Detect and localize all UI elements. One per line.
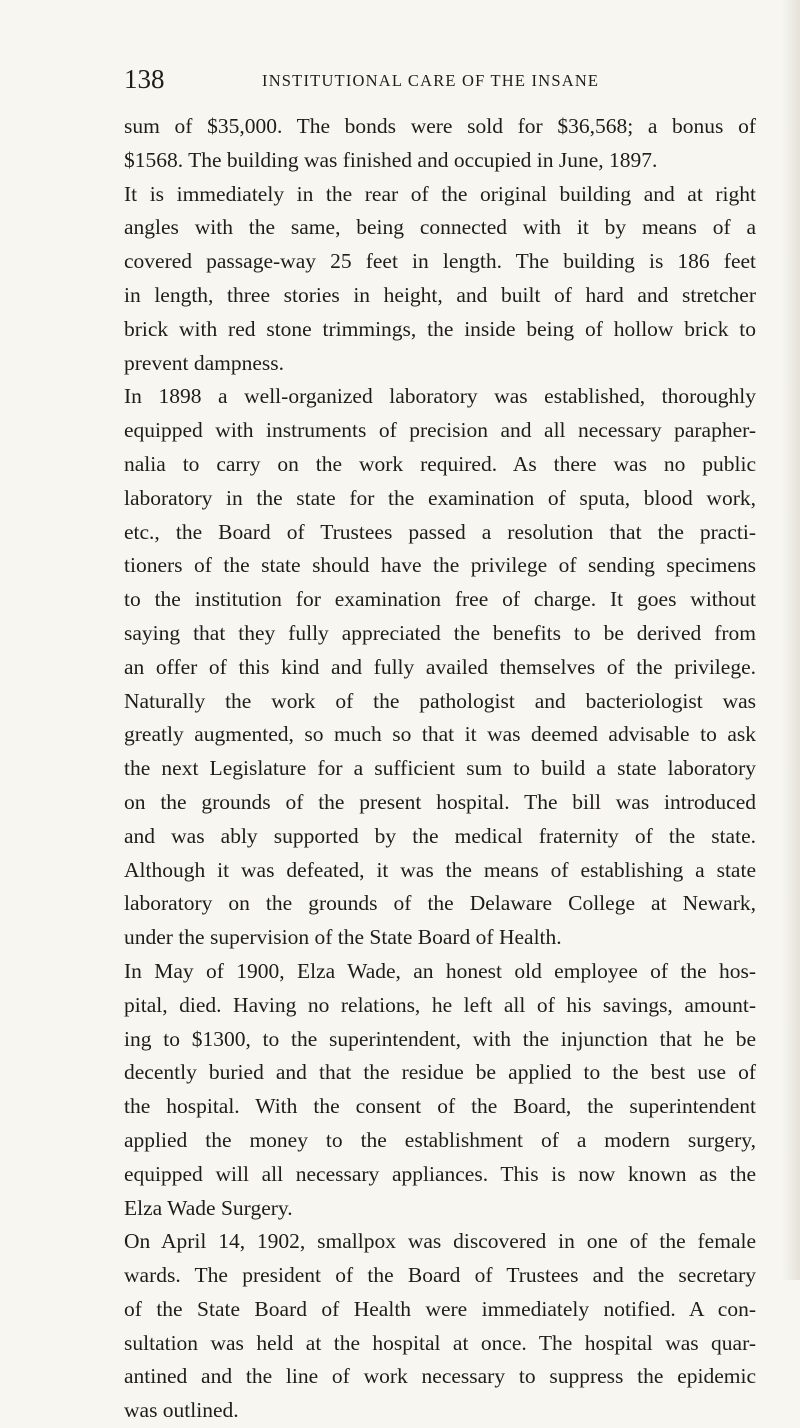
- text-line: in length, three stories in height, and built of hard and stretcher: [124, 282, 756, 307]
- text-line: tioners of the state should have the privilege of sending specimens: [124, 553, 756, 578]
- page-header: [124, 64, 754, 96]
- text-line: the next Legislature for a sufficient sum to build a state laboratory: [124, 756, 756, 781]
- text-line: sum of $35,000. The bonds were sold for $36,568; a bonus of: [124, 114, 756, 138]
- text-line: nalia to carry on the work required. As there was no public: [124, 451, 756, 476]
- text-line: $1568. The building was finished and occupied in June, 1897.: [124, 147, 658, 172]
- page-edge-shadow: [782, 0, 800, 1280]
- text-line: In 1898 a well-organized laboratory was established, thoroughly: [124, 384, 756, 409]
- text-line: to the institution for examination free of charge. It goes without: [124, 587, 756, 612]
- text-line: On April 14, 1902, smallpox was discovered in one of the female: [124, 1229, 756, 1254]
- text-line: covered passage-way 25 feet in length. The building is 186 feet: [124, 249, 756, 274]
- text-line: equipped will all necessary appliances. This is now known as the: [124, 1161, 756, 1186]
- text-line: Naturally the work of the pathologist and bacteriologist was: [124, 688, 756, 713]
- text-line: Elza Wade Surgery.: [124, 1195, 293, 1220]
- text-line: prevent dampness.: [124, 350, 285, 375]
- text-line: Although it was defeated, it was the means of establishing a state: [124, 857, 756, 882]
- text-line: laboratory in the state for the examination of sputa, blood work,: [124, 485, 756, 510]
- text-line: was outlined.: [124, 1398, 239, 1423]
- text-line: of the State Board of Health were immediately notified. A con-: [124, 1296, 756, 1321]
- text-line: etc., the Board of Trustees passed a resolution that the practi-: [124, 519, 756, 544]
- text-line: on the grounds of the present hospital. The bill was introduced: [124, 789, 756, 814]
- text-line: laboratory on the grounds of the Delaware College at Newark,: [124, 891, 756, 916]
- text-line: pital, died. Having no relations, he left all of his savings, amount-: [124, 992, 756, 1017]
- text-line: under the supervision of the State Board of Health.: [124, 925, 562, 950]
- text-line: wards. The president of the Board of Trustees and the secretary: [124, 1263, 756, 1288]
- text-line: saying that they fully appreciated the benefits to be derived from: [124, 620, 756, 645]
- running-head: INSTITUTIONAL CARE OF THE INSANE: [262, 71, 600, 90]
- text-line: sultation was held at the hospital at once. The hospital was quar-: [124, 1330, 756, 1355]
- text-line: an offer of this kind and fully availed themselves of the privilege.: [124, 654, 756, 679]
- text-line: angles with the same, being connected with it by means of a: [124, 215, 756, 240]
- text-line: It is immediately in the rear of the original building and at right: [124, 181, 756, 206]
- text-line: antined and the line of work necessary to suppress the epidemic: [124, 1364, 756, 1389]
- text-line: equipped with instruments of precision and all necessary parapher-: [124, 418, 756, 443]
- page-number: 138: [124, 64, 165, 94]
- text-line: brick with red stone trimmings, the inside being of hollow brick to: [124, 316, 756, 341]
- text-line: applied the money to the establishment of a modern surgery,: [124, 1127, 756, 1152]
- text-line: greatly augmented, so much so that it was deemed advisable to ask: [124, 722, 756, 747]
- text-line: the hospital. With the consent of the Board, the superintendent: [124, 1094, 756, 1119]
- text-line: decently buried and that the residue be applied to the best use of: [124, 1060, 756, 1085]
- text-line: and was ably supported by the medical fraternity of the state.: [124, 823, 756, 848]
- text-line: ing to $1300, to the superintendent, with the injunction that he be: [124, 1026, 756, 1051]
- body-text: [124, 110, 756, 1428]
- text-line: In May of 1900, Elza Wade, an honest old employee of the hos-: [124, 958, 756, 983]
